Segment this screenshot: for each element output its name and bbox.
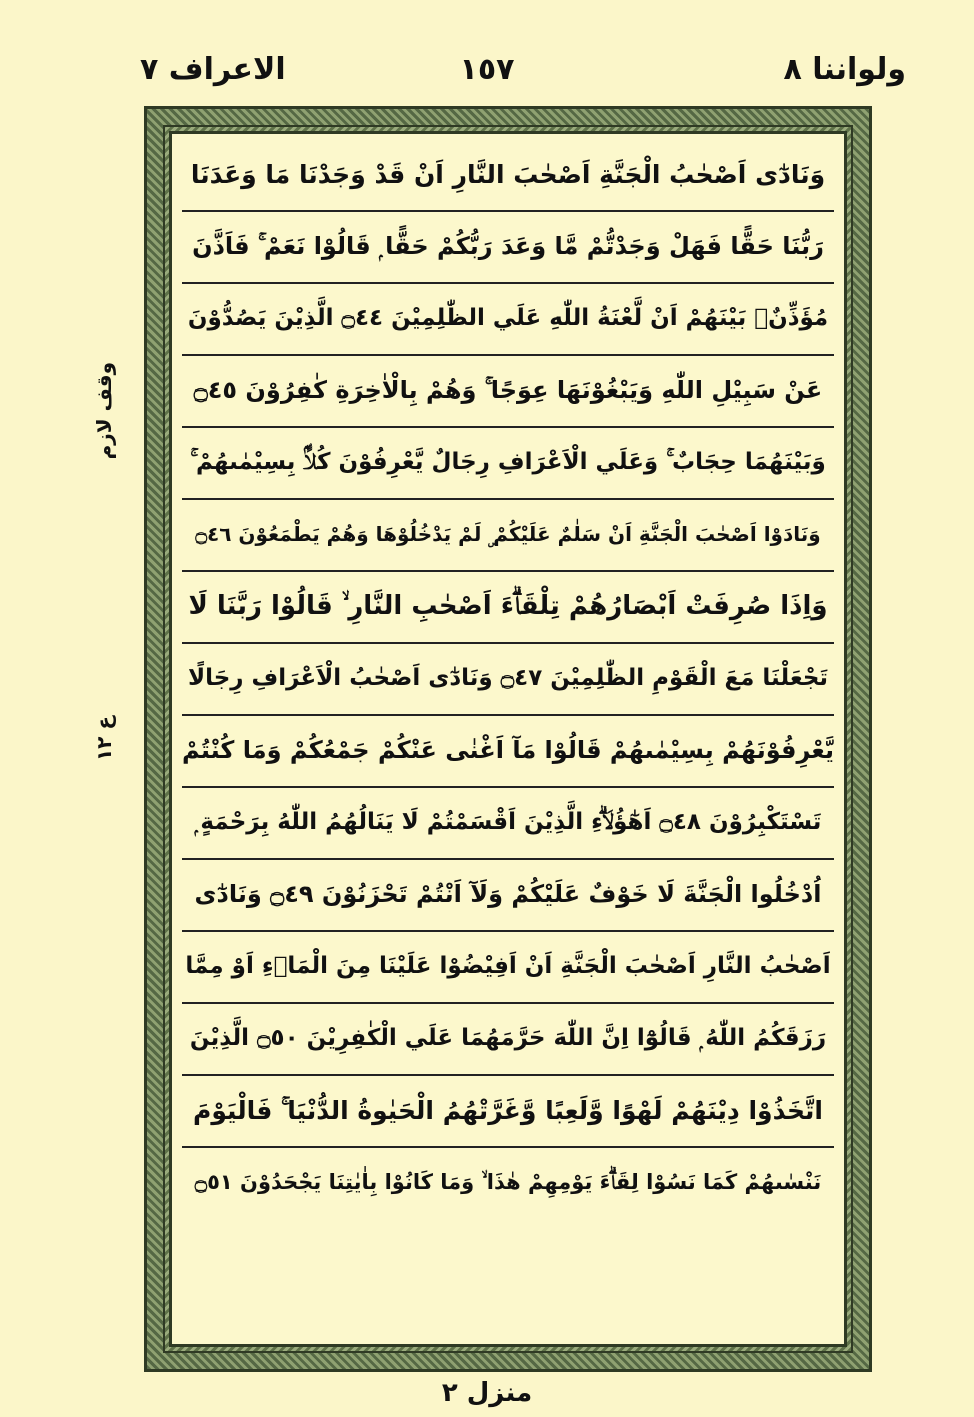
juz-name: ولواننا ٨	[783, 52, 906, 87]
verse-line-2: رَبُّنَا حَقًّا فَهَلْ وَجَدْتُّمْ مَّا وَعَدَ رَبُّكُمْ حَقًّا ۭ قَالُوْا نَعَمْ ۚ فَاَذَّنَ	[182, 210, 834, 284]
verse-line-1: وَنَادٰٓى اَصْحٰبُ الْجَنَّةِ اَصْحٰبَ النَّارِ اَنْ قَدْ وَجَدْنَا مَا وَعَدَنَا	[182, 138, 834, 212]
verse-line-6: وَنَادَوْا اَصْحٰبَ الْجَنَّةِ اَنْ سَلٰمٌ عَلَيْكُمْ ۣ لَمْ يَدْخُلُوْهَا وَهُمْ يَطْمَعُوْنَ ۝٤٦	[182, 498, 834, 572]
manzil-footer: منزل ٢	[441, 1378, 533, 1408]
verse-line-3: مُؤَذِّنٌۢ بَيْنَهُمْ اَنْ لَّعْنَةُ اللّٰهِ عَلَي الظّٰلِمِيْنَ ۝٤٤ الَّذِيْنَ يَصُدُّوْنَ	[182, 282, 834, 356]
verse-line-9: يَّعْرِفُوْنَهُمْ بِسِيْمٰىهُمْ قَالُوْا مَآ اَغْنٰى عَنْكُمْ جَمْعُكُمْ وَمَا كُنْتُمْ	[182, 714, 834, 788]
verse-line-4: عَنْ سَبِيْلِ اللّٰهِ وَيَبْغُوْنَهَا عِوَجًا ۚ وَهُمْ بِالْاٰخِرَةِ كٰفِرُوْنَ ۝٤٥	[182, 354, 834, 428]
verse-line-8: تَجْعَلْنَا مَعَ الْقَوْمِ الظّٰلِمِيْنَ ۝٤٧ وَنَادٰٓى اَصْحٰبُ الْاَعْرَافِ رِجَالًا	[182, 642, 834, 716]
text-panel	[169, 131, 847, 1347]
ornamental-border	[144, 106, 872, 1372]
verse-line-14: اتَّخَذُوْا دِيْنَهُمْ لَهْوًا وَّلَعِبًا وَّغَرَّتْهُمُ الْحَيٰوةُ الدُّنْيَا ۚ فَالْيَوْمَ	[182, 1074, 834, 1148]
verse-line-11: اُدْخُلُوا الْجَنَّةَ لَا خَوْفٌ عَلَيْكُمْ وَلَآ اَنْتُمْ تَحْزَنُوْنَ ۝٤٩ وَنَادٰٓى	[182, 858, 834, 932]
verse-line-5: وَبَيْنَهُمَا حِجَابٌ ۚ وَعَلَي الْاَعْرَافِ رِجَالٌ يَّعْرِفُوْنَ كُلًّاۢ بِسِيْمٰىهُمْ ۚ	[182, 426, 834, 500]
waqf-margin-note: وقف لازم	[92, 362, 116, 460]
verse-line-13: رَزَقَكُمُ اللّٰهُ ۭ قَالُوْٓا اِنَّ اللّٰهَ حَرَّمَهُمَا عَلَي الْكٰفِرِيْنَ ۝٥٠ الَّذِيْنَ	[182, 1002, 834, 1076]
surah-name: الاعراف ٧	[140, 52, 286, 87]
ruku-margin-note: ع ١٢	[92, 716, 116, 762]
page-header	[0, 52, 974, 102]
verse-line-15: نَنْسٰىهُمْ كَمَا نَسُوْا لِقَاۗءَ يَوْمِهِمْ هٰذَا ۙ وَمَا كَانُوْا بِاٰيٰتِنَا يَجْحَدُوْنَ ۝٥١	[194, 1169, 822, 1194]
verse-line-7: وَاِذَا صُرِفَتْ اَبْصَارُهُمْ تِلْقَاۗءَ اَصْحٰبِ النَّارِ ۙ قَالُوْا رَبَّنَا لَا	[182, 570, 834, 644]
verse-line-10: تَسْتَكْبِرُوْنَ ۝٤٨ اَهٰٓؤُلَاۗءِ الَّذِيْنَ اَقْسَمْتُمْ لَا يَنَالُهُمُ اللّٰهُ بِرَحْمَةٍ ۭ	[182, 786, 834, 860]
verse-line-12: اَصْحٰبُ النَّارِ اَصْحٰبَ الْجَنَّةِ اَنْ اَفِيْضُوْا عَلَيْنَا مِنَ الْمَاۗءِ اَوْ مِمَّا	[182, 930, 834, 1004]
page-number: ١٥٧	[459, 52, 515, 87]
